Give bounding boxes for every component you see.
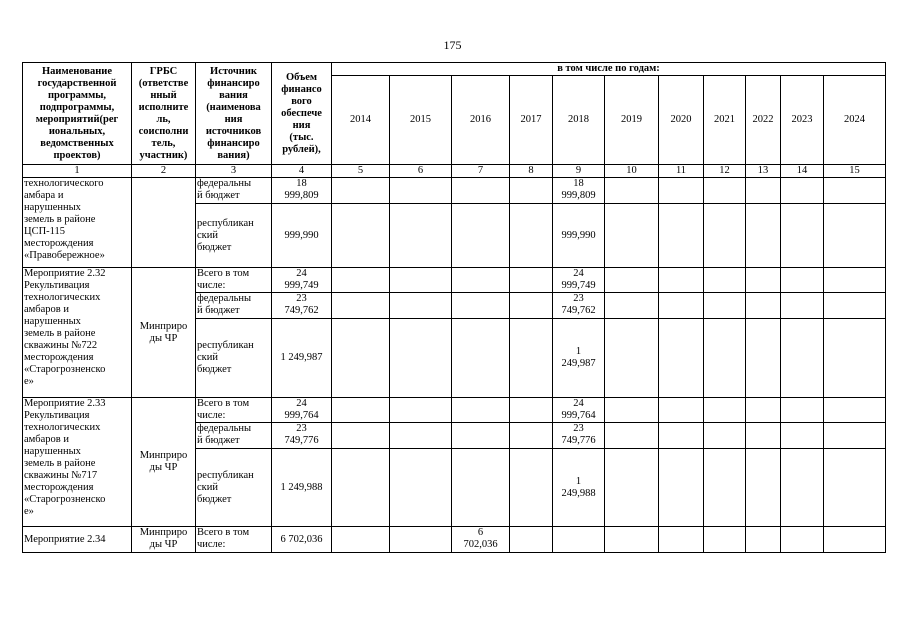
funding-source: республикан ский бюджет (196, 449, 272, 527)
amount-2018: 23 749,762 (553, 293, 605, 319)
header-year-2023: 2023 (781, 76, 824, 165)
funding-source: республикан ский бюджет (196, 319, 272, 398)
header-year-2019: 2019 (605, 76, 659, 165)
total-amount: 6 702,036 (272, 527, 332, 553)
funding-source: федеральны й бюджет (196, 293, 272, 319)
funding-source: федеральны й бюджет (196, 178, 272, 204)
amount-2018: 18 999,809 (553, 178, 605, 204)
header-year-2016: 2016 (452, 76, 510, 165)
amount-2018: 24 999,764 (553, 398, 605, 423)
grbs-cell: Минприро ды ЧР (132, 398, 196, 527)
table-row (23, 527, 886, 553)
measure-name: технологического амбара и нарушенных земель в районе ЦСП-115 месторождения «Правобережное» (23, 178, 132, 268)
header-year-2024: 2024 (824, 76, 886, 165)
grbs-cell: Минприро ды ЧР (132, 527, 196, 553)
funding-source: Всего в том числе: (196, 527, 272, 553)
measure-name: Мероприятие 2.33 Рекультивация технологических амбаров и нарушенных земель в районе скважины №717 месторождения «Старогрозненско е» (23, 398, 132, 527)
total-amount: 24 999,749 (272, 268, 332, 293)
table-row (23, 178, 886, 204)
column-number: 12 (704, 165, 746, 178)
table-row (23, 398, 886, 423)
column-number: 9 (553, 165, 605, 178)
column-number: 6 (390, 165, 452, 178)
column-number: 15 (824, 165, 886, 178)
header-total-volume: Объем финансо вого обеспече ния (тыс. рублей), (272, 63, 332, 165)
funding-source: Всего в том числе: (196, 268, 272, 293)
amount-2018: 999,990 (553, 204, 605, 268)
table-row (23, 268, 886, 293)
header-year-2014: 2014 (332, 76, 390, 165)
header-grbs: ГРБС (ответстве нный исполните ль, соисполни тель, участник) (132, 63, 196, 165)
header-year-2015: 2015 (390, 76, 452, 165)
column-number: 7 (452, 165, 510, 178)
header-years-group: в том числе по годам: (332, 63, 886, 76)
total-amount: 18 999,809 (272, 178, 332, 204)
column-number: 10 (605, 165, 659, 178)
column-number: 2 (132, 165, 196, 178)
column-number: 14 (781, 165, 824, 178)
header-row (23, 63, 886, 76)
grbs-cell (132, 178, 196, 268)
column-number: 8 (510, 165, 553, 178)
measure-name: Мероприятие 2.34 (23, 527, 132, 553)
amount-2018: 23 749,776 (553, 423, 605, 449)
header-year-2022: 2022 (746, 76, 781, 165)
page-number: 175 (443, 38, 462, 52)
funding-source: республикан ский бюджет (196, 204, 272, 268)
column-number: 1 (23, 165, 132, 178)
header-year-2020: 2020 (659, 76, 704, 165)
total-amount: 23 749,762 (272, 293, 332, 319)
amount-2016: 6 702,036 (452, 527, 510, 553)
column-number: 4 (272, 165, 332, 178)
funding-source: федеральны й бюджет (196, 423, 272, 449)
amount-2018: 24 999,749 (553, 268, 605, 293)
grbs-cell: Минприро ды ЧР (132, 268, 196, 398)
header-funding-source: Источник финансиро вания (наименова ния источников финансиро вания) (196, 63, 272, 165)
column-number: 5 (332, 165, 390, 178)
financing-table (22, 62, 886, 553)
header-year-2021: 2021 (704, 76, 746, 165)
column-number: 13 (746, 165, 781, 178)
total-amount: 1 249,988 (272, 449, 332, 527)
column-number: 11 (659, 165, 704, 178)
total-amount: 999,990 (272, 204, 332, 268)
header-year-2017: 2017 (510, 76, 553, 165)
header-program-name: Наименование государственной программы, подпрограммы, мероприятий(рег иональных, ведомственных проектов) (23, 63, 132, 165)
column-number-row (23, 165, 886, 178)
amount-2018: 1 249,988 (553, 449, 605, 527)
header-year-2018: 2018 (553, 76, 605, 165)
funding-source: Всего в том числе: (196, 398, 272, 423)
total-amount: 1 249,987 (272, 319, 332, 398)
measure-name: Мероприятие 2.32 Рекультивация технологических амбаров и нарушенных земель в районе скважины №722 месторождения «Старогрозненско е» (23, 268, 132, 398)
total-amount: 23 749,776 (272, 423, 332, 449)
amount-2018: 1 249,987 (553, 319, 605, 398)
column-number: 3 (196, 165, 272, 178)
total-amount: 24 999,764 (272, 398, 332, 423)
